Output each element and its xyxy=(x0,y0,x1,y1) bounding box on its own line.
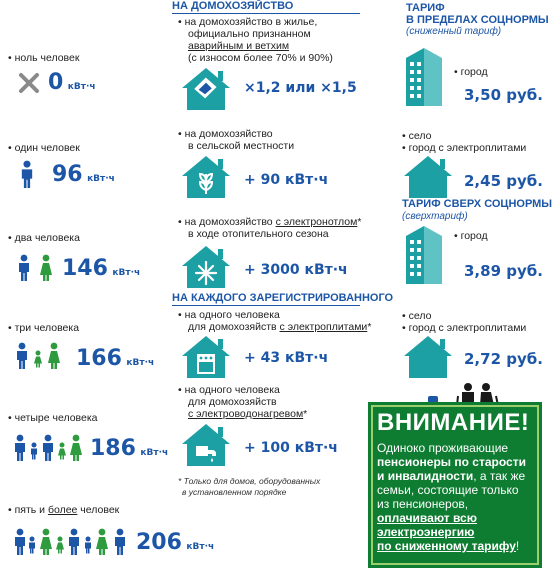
tariff-low-row2-price: 2,45 руб. xyxy=(464,172,543,190)
attention-box xyxy=(368,402,542,568)
attention-line-4: семьи, состоящие только xyxy=(377,483,519,497)
people-value-1: 96 xyxy=(52,162,83,187)
footnote-1: * Только для домов, оборудованных xyxy=(178,476,321,486)
registered-header: НА КАЖДОГО ЗАРЕГИСТРИРОВАННОГО xyxy=(172,292,394,304)
attention-line-3: и инвалидности, а так же xyxy=(377,469,526,483)
tariff-low-row1-price: 3,50 руб. xyxy=(464,86,543,104)
water-heater-house-icon xyxy=(178,420,234,473)
attention-title: ВНИМАНИЕ! xyxy=(377,409,530,436)
people-unit-5: кВт·ч xyxy=(186,542,215,552)
people-value-0: 0 xyxy=(48,70,64,95)
people-label-3: • три человека xyxy=(8,322,79,334)
people-value-5: 206 xyxy=(136,530,182,555)
registered-item1-l1: • на одного человека xyxy=(178,309,280,321)
household-item2-l2: в сельской местности xyxy=(188,140,295,152)
heating-house-icon xyxy=(178,242,234,295)
attention-line-1: Одиноко проживающие xyxy=(377,441,509,455)
tariff-low-sub: (сниженный тариф) xyxy=(406,26,502,37)
people-unit-4: кВт·ч xyxy=(140,448,169,458)
people-value-4: 186 xyxy=(90,436,136,461)
people-two-icon xyxy=(16,252,56,287)
registered-item2-l1: • на одного человека xyxy=(178,384,280,396)
household-item1-l1: • на домохозяйство в жилье, xyxy=(178,16,317,28)
tariff-low-header1: ТАРИФ xyxy=(406,2,445,14)
attention-line-7: электроэнергию xyxy=(377,525,475,539)
people-label-1: • один человек xyxy=(8,142,80,154)
divider xyxy=(172,13,360,14)
registered-item2-l2: для домохозяйств xyxy=(188,396,277,408)
people-unit-1: кВт·ч xyxy=(87,174,115,184)
household-item3-l1: • на домохозяйство с электронотлом* xyxy=(178,216,361,228)
household-item3-value: + 3000 кВт·ч xyxy=(244,262,348,278)
tariff-high-row2-l1: • село xyxy=(402,310,431,322)
people-unit-0: кВт·ч xyxy=(67,82,96,92)
attention-line-6: оплачивают всю xyxy=(377,511,477,525)
people-label-5: • пять и более человек xyxy=(8,504,119,516)
broken-house-icon xyxy=(178,64,234,117)
rural-house-icon xyxy=(400,332,456,385)
household-item1-value: ×1,2 или ×1,5 xyxy=(244,80,357,96)
stove-house-icon xyxy=(178,332,234,385)
people-three-icon xyxy=(16,340,72,375)
attention-line-5: из пенсионеров, xyxy=(377,497,469,511)
city-building-icon xyxy=(402,222,446,293)
attention-line-8: по сниженному тарифу! xyxy=(377,539,520,553)
attention-line-2: пенсионеры по старости xyxy=(377,455,526,469)
people-five-icon xyxy=(14,526,134,561)
household-item2-l1: • на домохозяйство xyxy=(178,128,273,140)
person-one-icon xyxy=(20,160,34,193)
people-value-2: 146 xyxy=(62,256,108,281)
registered-item1-l2: для домохозяйств с электроплитами* xyxy=(188,321,372,333)
tariff-high-row1-price: 3,89 руб. xyxy=(464,262,543,280)
tariff-low-row2-l1: • село xyxy=(402,130,431,142)
people-four-icon xyxy=(14,432,86,467)
registered-item1-value: + 43 кВт·ч xyxy=(244,350,329,366)
registered-item2-l3: с электроводонагревом* xyxy=(188,408,308,420)
rural-house-icon xyxy=(178,152,234,205)
people-value-3: 166 xyxy=(76,346,122,371)
household-header: НА ДОМОХОЗЯЙСТВО xyxy=(172,0,294,12)
household-item2-value: + 90 кВт·ч xyxy=(244,172,329,188)
people-label-2: • два человека xyxy=(8,232,80,244)
tariff-low-header2: В ПРЕДЕЛАХ СОЦНОРМЫ xyxy=(406,14,549,26)
city-building-icon xyxy=(402,44,446,115)
registered-item2-value: + 100 кВт·ч xyxy=(244,440,338,456)
divider xyxy=(172,305,360,306)
cross-icon xyxy=(18,72,40,99)
people-label-4: • четыре человека xyxy=(8,412,98,424)
household-item3-l2: в ходе отопительного сезона xyxy=(188,228,329,240)
people-label-0: • ноль человек xyxy=(8,52,79,64)
people-unit-3: кВт·ч xyxy=(126,358,155,368)
footnote-2: в установленном порядке xyxy=(182,487,287,497)
people-unit-2: кВт·ч xyxy=(112,268,141,278)
tariff-high-sub: (сверхтариф) xyxy=(402,211,468,222)
tariff-low-row1-label: • город xyxy=(454,66,488,78)
household-item1-l2: официально признанном xyxy=(188,28,311,40)
tariff-high-row2-l2: • город с электроплитами xyxy=(402,322,526,334)
tariff-high-row2-price: 2,72 руб. xyxy=(464,350,543,368)
tariff-low-row2-l2: • город с электроплитами xyxy=(402,142,526,154)
tariff-high-header: ТАРИФ СВЕРХ СОЦНОРМЫ xyxy=(402,198,553,210)
household-item1-l4: (с износом более 70% и 90%) xyxy=(188,52,333,64)
tariff-high-row1-label: • город xyxy=(454,230,488,242)
household-item1-l3: аварийным и ветхим xyxy=(188,40,290,52)
